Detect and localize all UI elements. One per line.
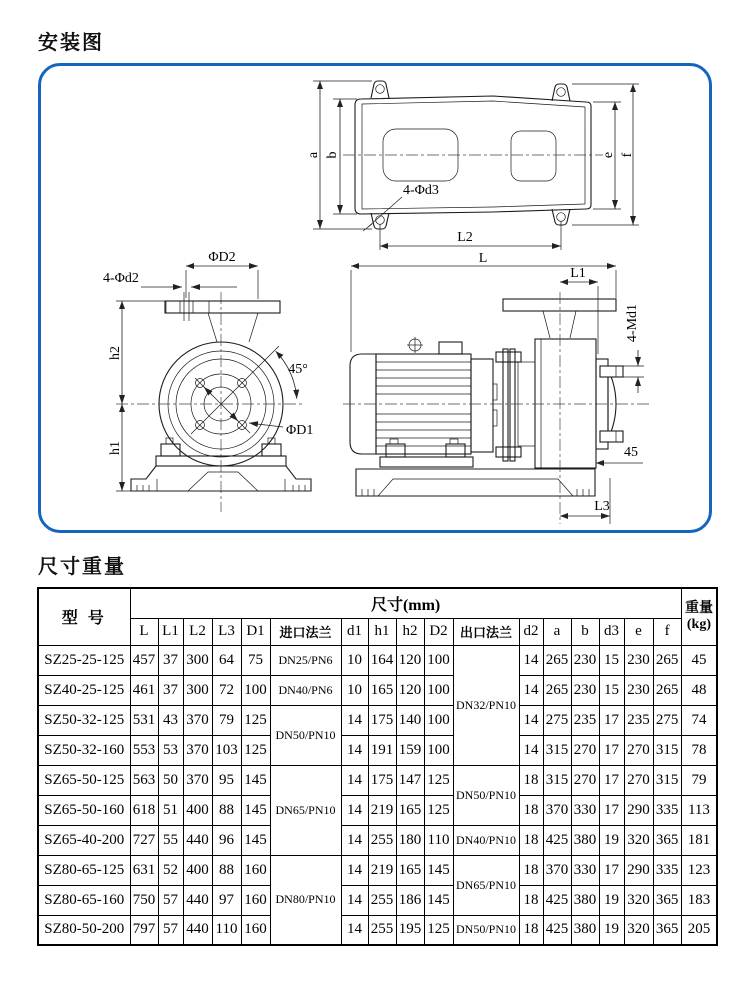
cell: 270 xyxy=(571,765,599,795)
weight-header-line1: 重量 xyxy=(684,600,713,616)
cell: 95 xyxy=(212,765,241,795)
cell: 145 xyxy=(241,765,270,795)
cell: 17 xyxy=(599,765,624,795)
cell: 320 xyxy=(624,825,653,855)
cell: 370 xyxy=(183,735,212,765)
cell: 52 xyxy=(158,855,183,885)
cell: 370 xyxy=(543,855,571,885)
cell: 14 xyxy=(341,915,368,945)
cell: 120 xyxy=(396,675,424,705)
col-header: D1 xyxy=(241,618,270,645)
cell: 19 xyxy=(599,825,624,855)
cell: 425 xyxy=(543,885,571,915)
cell: 219 xyxy=(368,855,396,885)
dimensions-table-body xyxy=(38,645,717,945)
cell: 100 xyxy=(241,675,270,705)
cell: 461 xyxy=(130,675,158,705)
flange-cell: DN65/PN10 xyxy=(453,855,519,915)
flange-cell: DN40/PN6 xyxy=(270,675,341,705)
cell: 14 xyxy=(341,735,368,765)
model-cell: SZ80-50-200 xyxy=(38,915,130,945)
model-cell: SZ50-32-125 xyxy=(38,705,130,735)
cell: 14 xyxy=(341,825,368,855)
cell: 165 xyxy=(396,855,424,885)
cell: 103 xyxy=(212,735,241,765)
cell: 365 xyxy=(653,825,681,855)
cell: 125 xyxy=(241,705,270,735)
cell: 145 xyxy=(424,855,453,885)
weight-header-line2: (kg) xyxy=(686,616,712,632)
model-cell: SZ40-25-125 xyxy=(38,675,130,705)
cell: 195 xyxy=(396,915,424,945)
table-row xyxy=(38,765,717,795)
cell: 18 xyxy=(519,825,543,855)
cell: 300 xyxy=(183,645,212,675)
cell: 440 xyxy=(183,885,212,915)
flange-cell: DN50/PN10 xyxy=(453,915,519,945)
cell: 17 xyxy=(599,705,624,735)
weight-cell: 123 xyxy=(681,855,717,885)
cell: 72 xyxy=(212,675,241,705)
table-row xyxy=(38,855,717,885)
cell: 88 xyxy=(212,855,241,885)
cell: 255 xyxy=(368,915,396,945)
cell: 230 xyxy=(571,645,599,675)
cell: 330 xyxy=(571,855,599,885)
flange-cell: DN65/PN10 xyxy=(270,765,341,855)
model-cell: SZ80-65-160 xyxy=(38,885,130,915)
cell: 300 xyxy=(183,675,212,705)
dim-label-b: b xyxy=(325,151,340,159)
top-view xyxy=(306,81,639,354)
cell: 159 xyxy=(396,735,424,765)
size-group-header: 尺寸(mm) xyxy=(130,588,681,618)
weight-cell: 78 xyxy=(681,735,717,765)
cell: 125 xyxy=(424,765,453,795)
cell: 425 xyxy=(543,915,571,945)
cell: 165 xyxy=(396,795,424,825)
cell: 147 xyxy=(396,765,424,795)
weight-cell: 205 xyxy=(681,915,717,945)
cell: 531 xyxy=(130,705,158,735)
cell: 100 xyxy=(424,675,453,705)
cell: 125 xyxy=(424,795,453,825)
cell: 18 xyxy=(519,915,543,945)
dim-label-L1: L1 xyxy=(570,266,586,281)
page-title-dimensions: 尺寸重量 xyxy=(38,556,126,578)
cell: 425 xyxy=(543,825,571,855)
cell: 457 xyxy=(130,645,158,675)
cell: 265 xyxy=(653,645,681,675)
table-row xyxy=(38,675,717,705)
cell: 186 xyxy=(396,885,424,915)
flange-cell: DN32/PN10 xyxy=(453,645,519,765)
model-cell: SZ65-40-200 xyxy=(38,825,130,855)
cell: 365 xyxy=(653,915,681,945)
cell: 180 xyxy=(396,825,424,855)
dim-label-L2: L2 xyxy=(457,230,473,245)
cell: 230 xyxy=(571,675,599,705)
model-cell: SZ50-32-160 xyxy=(38,735,130,765)
cell: 64 xyxy=(212,645,241,675)
cell: 57 xyxy=(158,915,183,945)
weight-cell: 45 xyxy=(681,645,717,675)
cell: 315 xyxy=(653,765,681,795)
table-row xyxy=(38,705,717,735)
cell: 175 xyxy=(368,705,396,735)
cell: 14 xyxy=(341,885,368,915)
dim-label-h1: h1 xyxy=(108,441,123,455)
cell: 14 xyxy=(341,765,368,795)
dim-label-4-Md1: 4-Md1 xyxy=(625,303,640,343)
col-header: L xyxy=(130,618,158,645)
cell: 290 xyxy=(624,855,653,885)
flange-cell: DN50/PN10 xyxy=(270,705,341,765)
cell: 14 xyxy=(341,855,368,885)
dim-label-h2: h2 xyxy=(108,346,123,360)
cell: 330 xyxy=(571,795,599,825)
cell: 440 xyxy=(183,915,212,945)
cell: 17 xyxy=(599,735,624,765)
table-header-row-top xyxy=(38,588,717,618)
cell: 14 xyxy=(341,705,368,735)
dim-label-phi-D1: ΦD1 xyxy=(286,423,314,438)
cell: 110 xyxy=(424,825,453,855)
cell: 100 xyxy=(424,705,453,735)
front-view xyxy=(103,250,313,512)
col-header: a xyxy=(543,618,571,645)
model-cell: SZ25-25-125 xyxy=(38,645,130,675)
cell: 165 xyxy=(368,675,396,705)
weight-column-header xyxy=(681,588,717,645)
col-header: d3 xyxy=(599,618,624,645)
col-header: f xyxy=(653,618,681,645)
col-header: 出口法兰 xyxy=(453,618,519,645)
dim-label-4-phi-d3: 4-Φd3 xyxy=(403,183,439,198)
cell: 275 xyxy=(543,705,571,735)
cell: 43 xyxy=(158,705,183,735)
cell: 320 xyxy=(624,915,653,945)
cell: 15 xyxy=(599,645,624,675)
weight-cell: 48 xyxy=(681,675,717,705)
cell: 255 xyxy=(368,825,396,855)
cell: 290 xyxy=(624,795,653,825)
cell: 270 xyxy=(624,735,653,765)
col-header: 进口法兰 xyxy=(270,618,341,645)
col-header: d1 xyxy=(341,618,368,645)
cell: 400 xyxy=(183,855,212,885)
col-header: L1 xyxy=(158,618,183,645)
installation-diagram-box xyxy=(38,63,712,533)
cell: 270 xyxy=(624,765,653,795)
cell: 79 xyxy=(212,705,241,735)
table-row xyxy=(38,735,717,765)
weight-cell: 79 xyxy=(681,765,717,795)
cell: 315 xyxy=(653,735,681,765)
cell: 265 xyxy=(543,645,571,675)
col-header: d2 xyxy=(519,618,543,645)
model-column-header: 型 号 xyxy=(38,588,130,645)
cell: 265 xyxy=(543,675,571,705)
cell: 14 xyxy=(519,735,543,765)
cell: 315 xyxy=(543,765,571,795)
cell: 120 xyxy=(396,645,424,675)
cell: 380 xyxy=(571,885,599,915)
cell: 51 xyxy=(158,795,183,825)
model-cell: SZ65-50-160 xyxy=(38,795,130,825)
cell: 235 xyxy=(571,705,599,735)
cell: 618 xyxy=(130,795,158,825)
cell: 370 xyxy=(183,705,212,735)
cell: 10 xyxy=(341,645,368,675)
cell: 380 xyxy=(571,915,599,945)
cell: 631 xyxy=(130,855,158,885)
cell: 18 xyxy=(519,765,543,795)
cell: 15 xyxy=(599,675,624,705)
dim-label-f: f xyxy=(620,152,635,158)
cell: 380 xyxy=(571,825,599,855)
table-row xyxy=(38,885,717,915)
col-header: h1 xyxy=(368,618,396,645)
flange-cell: DN40/PN10 xyxy=(453,825,519,855)
installation-diagram xyxy=(41,66,709,530)
flange-cell: DN80/PN10 xyxy=(270,855,341,945)
col-header: e xyxy=(624,618,653,645)
cell: 563 xyxy=(130,765,158,795)
cell: 125 xyxy=(241,735,270,765)
dim-label-45deg: 45° xyxy=(288,362,308,377)
weight-cell: 183 xyxy=(681,885,717,915)
cell: 50 xyxy=(158,765,183,795)
weight-cell: 74 xyxy=(681,705,717,735)
cell: 10 xyxy=(341,675,368,705)
cell: 440 xyxy=(183,825,212,855)
col-header: b xyxy=(571,618,599,645)
cell: 14 xyxy=(519,645,543,675)
cell: 55 xyxy=(158,825,183,855)
cell: 370 xyxy=(543,795,571,825)
table-row xyxy=(38,915,717,945)
flange-cell: DN25/PN6 xyxy=(270,645,341,675)
cell: 265 xyxy=(653,675,681,705)
cell: 320 xyxy=(624,885,653,915)
cell: 145 xyxy=(424,885,453,915)
cell: 145 xyxy=(241,825,270,855)
dim-label-L3: L3 xyxy=(594,499,610,514)
cell: 255 xyxy=(368,885,396,915)
cell: 96 xyxy=(212,825,241,855)
cell: 175 xyxy=(368,765,396,795)
cell: 18 xyxy=(519,885,543,915)
cell: 110 xyxy=(212,915,241,945)
cell: 75 xyxy=(241,645,270,675)
cell: 797 xyxy=(130,915,158,945)
cell: 97 xyxy=(212,885,241,915)
cell: 160 xyxy=(241,885,270,915)
cell: 315 xyxy=(543,735,571,765)
cell: 365 xyxy=(653,885,681,915)
dimensions-table xyxy=(37,587,718,946)
dim-label-45: 45 xyxy=(624,445,638,460)
cell: 145 xyxy=(241,795,270,825)
cell: 230 xyxy=(624,645,653,675)
dim-label-4-phi-d2: 4-Φd2 xyxy=(103,271,139,286)
cell: 553 xyxy=(130,735,158,765)
cell: 140 xyxy=(396,705,424,735)
cell: 400 xyxy=(183,795,212,825)
dim-label-L: L xyxy=(478,251,488,266)
size-subhead-row xyxy=(38,618,717,645)
cell: 37 xyxy=(158,675,183,705)
cell: 88 xyxy=(212,795,241,825)
cell: 164 xyxy=(368,645,396,675)
cell: 100 xyxy=(424,645,453,675)
cell: 335 xyxy=(653,855,681,885)
cell: 100 xyxy=(424,735,453,765)
cell: 727 xyxy=(130,825,158,855)
cell: 53 xyxy=(158,735,183,765)
flange-cell: DN50/PN10 xyxy=(453,765,519,825)
cell: 37 xyxy=(158,645,183,675)
cell: 191 xyxy=(368,735,396,765)
cell: 230 xyxy=(624,675,653,705)
table-row xyxy=(38,645,717,675)
cell: 750 xyxy=(130,885,158,915)
cell: 14 xyxy=(341,795,368,825)
cell: 57 xyxy=(158,885,183,915)
dim-label-phi-D2: ΦD2 xyxy=(208,250,236,265)
side-view xyxy=(343,292,649,524)
cell: 17 xyxy=(599,795,624,825)
page-title-installation: 安装图 xyxy=(38,32,104,54)
cell: 14 xyxy=(519,675,543,705)
col-header: h2 xyxy=(396,618,424,645)
cell: 18 xyxy=(519,795,543,825)
col-header: L3 xyxy=(212,618,241,645)
cell: 17 xyxy=(599,855,624,885)
col-header: L2 xyxy=(183,618,212,645)
cell: 160 xyxy=(241,915,270,945)
col-header: D2 xyxy=(424,618,453,645)
cell: 275 xyxy=(653,705,681,735)
cell: 14 xyxy=(519,705,543,735)
table-row xyxy=(38,795,717,825)
cell: 160 xyxy=(241,855,270,885)
weight-cell: 113 xyxy=(681,795,717,825)
cell: 219 xyxy=(368,795,396,825)
weight-cell: 181 xyxy=(681,825,717,855)
cell: 125 xyxy=(424,915,453,945)
cell: 370 xyxy=(183,765,212,795)
dim-label-e: e xyxy=(601,151,616,159)
cell: 19 xyxy=(599,915,624,945)
cell: 270 xyxy=(571,735,599,765)
cell: 335 xyxy=(653,795,681,825)
table-row xyxy=(38,825,717,855)
dim-label-a: a xyxy=(306,151,321,159)
cell: 19 xyxy=(599,885,624,915)
model-cell: SZ65-50-125 xyxy=(38,765,130,795)
cell: 18 xyxy=(519,855,543,885)
model-cell: SZ80-65-125 xyxy=(38,855,130,885)
cell: 235 xyxy=(624,705,653,735)
